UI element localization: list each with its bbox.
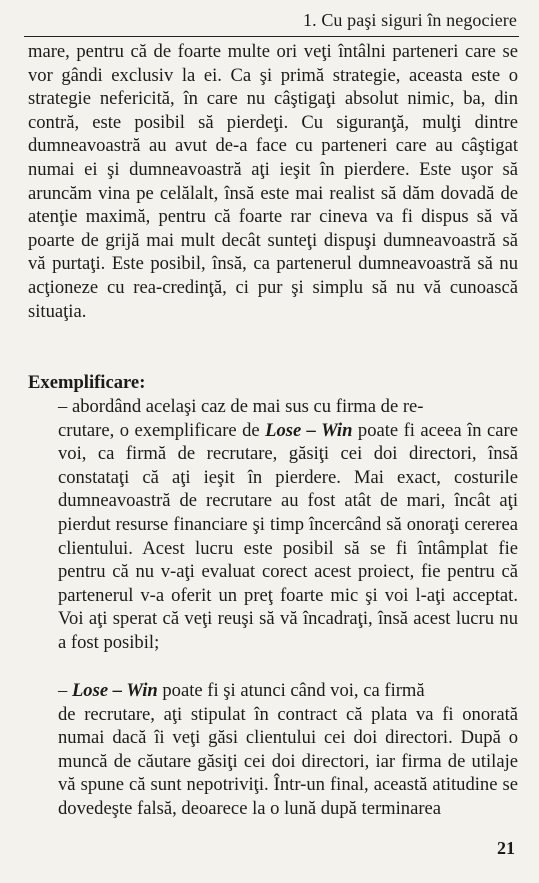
list-item-1-post: poate fi aceea în care voi, ca firmă de recrutare, găsiţi cei doi directori, însă constataţi că aţi ieşit în pierdere. Mai exact, costurile dumneavoastră de recrutare au fost atât de mari, încât aţi pierdut resurse financiare şi timp încercând să onoraţi cererea clientului. Acest lucru este posibil să se fi întâmplat fie pentru că nu v-aţi evaluat corect acest proiect, fie pentru că partenerul v-a oferit un preţ foarte mic şi voi l-aţi acceptat. Voi aţi sperat că veţi reuşi să vă încadraţi, însă acest lucru nu a fost posibil; bbox=[58, 419, 518, 653]
body-paragraph: mare, pentru că de foarte multe ori veţi întâlni parteneri care se vor gândi exclusiv la ei. Ca şi primă strategie, aceasta este o strategie nefericită, în care nu câştigaţi absolut nimic, ba, din contră, este posibil să pierdeţi. Cu siguranţă, mulţi dintre dumneavoastră au avut de-a face cu parteneri care au câştigat numai ei şi dumneavoastră aţi ieşit în pierdere. Este uşor să aruncăm vina pe celălalt, însă este mai realist să dăm dovadă de atenţie maximă, pentru că foarte rar cineva va fi dispus să vă poarte de grijă mai mult decât sunteţi dispuşi dumneavoastră să vă purtaţi. Este posibil, însă, ca partenerul dumneavoastră să nu acţioneze cu rea-credinţă, ci pur şi simplu să nu vă cunoască situaţia. bbox=[28, 41, 518, 322]
list-item-2-first-rest: poate fi şi atunci când voi, ca firmă bbox=[157, 680, 425, 701]
list-item-2-term: Lose – Win bbox=[71, 680, 158, 701]
list-item-2 bbox=[28, 679, 518, 821]
list-item-1 bbox=[28, 395, 518, 655]
running-header: 1. Cu paşi siguri în negociere bbox=[303, 10, 517, 30]
page-number: 21 bbox=[497, 838, 515, 858]
list-item-2-text: de recrutare, aţi stipulat în contract că plata va fi onorată numai dacă îi veţi găsi clientului cei doi directori. După o muncă de căutare găsiţi cei doi directori, iar firma de utilaje vă spune că sunt nepotriviţi. Într-un final, această atitudine se dovedeşte falsă, deoarece la o lună după terminarea bbox=[58, 703, 518, 819]
header-rule bbox=[24, 36, 519, 37]
list-item-1-first-line: – abordând acelaşi caz de mai sus cu firma de re- bbox=[58, 396, 424, 417]
list-item-2-first-line bbox=[28, 679, 518, 703]
section-heading: Exemplificare: bbox=[28, 372, 146, 393]
list-item-1-text bbox=[28, 419, 518, 655]
list-item-1-term: Lose – Win bbox=[265, 419, 353, 441]
list-item-2-dash: – bbox=[58, 680, 72, 701]
list-item-1-pre: crutare, o exemplificare de bbox=[58, 419, 266, 441]
